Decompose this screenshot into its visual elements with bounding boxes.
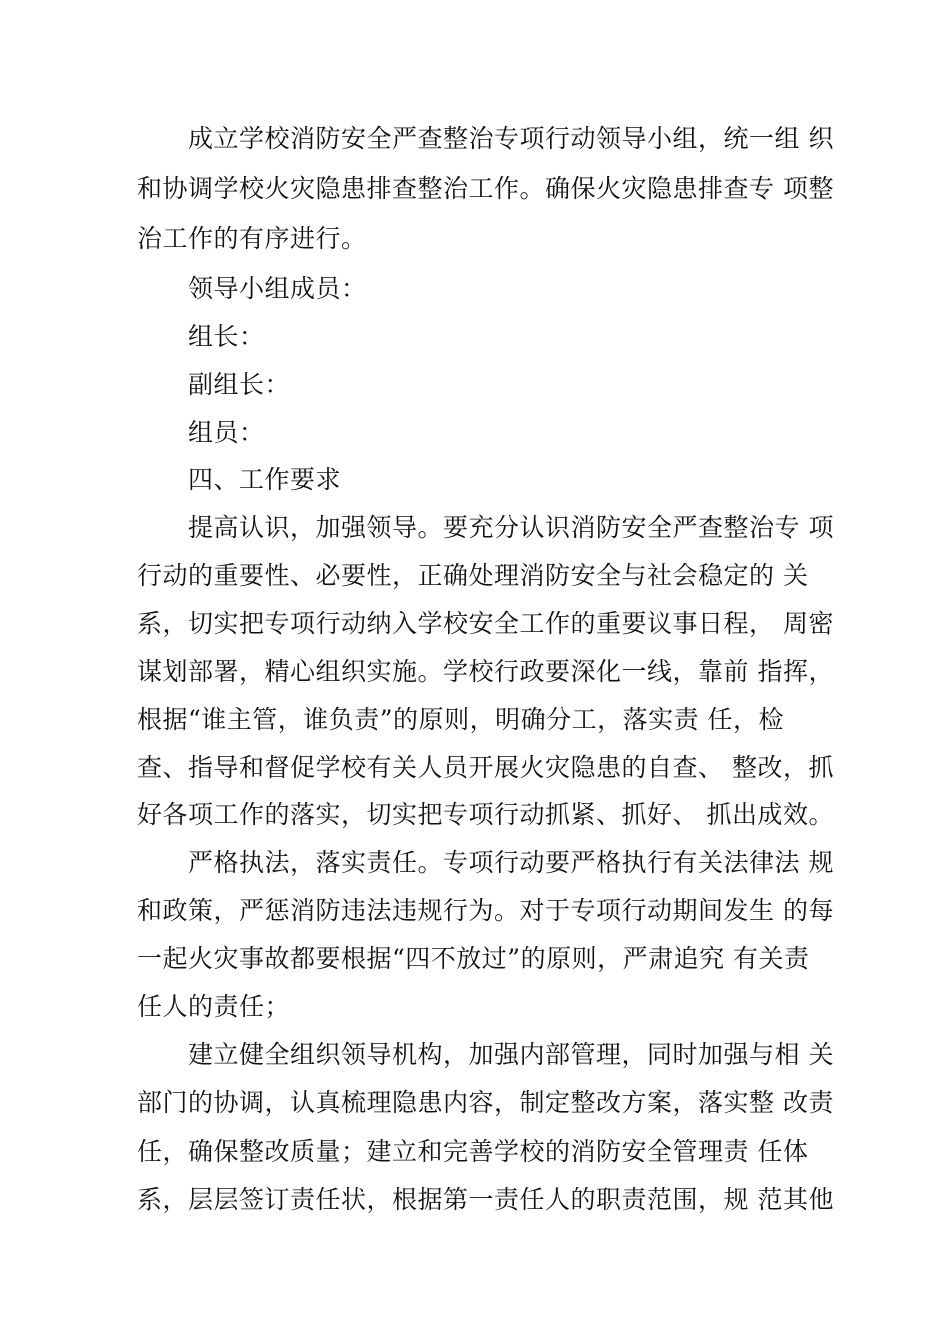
paragraph-line: 和政策，严惩消防违法违规行为。对于专项行动期间发生 的每	[137, 896, 834, 925]
section-heading: 四、工作要求	[188, 465, 342, 494]
paragraph-line: 谋划部署，精心组织实施。学校行政要深化一线，靠前 指挥，	[137, 657, 834, 686]
paragraph-line: 根据“谁主管，谁负责”的原则，明确分工，落实责 任，检	[137, 705, 785, 734]
paragraph-line: 任人的责任；	[137, 992, 291, 1021]
paragraph-line: 查、指导和督促学校有关人员开展火灾隐患的自查、 整改，抓	[137, 753, 834, 782]
paragraph-line: 治工作的有序进行。	[137, 224, 367, 253]
paragraph-line: 部门的协调，认真梳理隐患内容，制定整改方案，落实整 改责	[137, 1088, 834, 1117]
paragraph-line: 和协调学校火灾隐患排查整治工作。确保火灾隐患排查专 项整	[137, 174, 834, 203]
paragraph-line: 系，层层签订责任状，根据第一责任人的职责范围，规 范其他	[137, 1185, 834, 1214]
paragraph-line: 成立学校消防安全严查整治专项行动领导小组，统一组 织	[188, 124, 834, 153]
paragraph-line: 严格执法，落实责任。专项行动要严格执行有关法律法 规	[188, 848, 834, 877]
paragraph-line: 行动的重要性、必要性，正确处理消防安全与社会稳定的 关	[137, 561, 809, 590]
paragraph-line: 组员：	[188, 418, 265, 447]
paragraph-line: 系，切实把专项行动纳入学校安全工作的重要议事日程， 周密	[137, 609, 834, 638]
paragraph-line: 副组长：	[188, 370, 291, 399]
paragraph-line: 好各项工作的落实，切实把专项行动抓紧、抓好、 抓出成效。	[137, 800, 834, 829]
paragraph-line: 一起火灾事故都要根据“四不放过”的原则，严肃追究 有关责	[137, 944, 810, 973]
paragraph-line: 建立健全组织领导机构，加强内部管理，同时加强与相 关	[188, 1040, 834, 1069]
paragraph-line: 任，确保整改质量；建立和完善学校的消防安全管理责 任体	[137, 1137, 809, 1166]
paragraph-line: 组长：	[188, 322, 265, 351]
paragraph-line: 领导小组成员：	[188, 274, 367, 303]
paragraph-line: 提高认识，加强领导。要充分认识消防安全严查整治专 项	[188, 513, 834, 542]
